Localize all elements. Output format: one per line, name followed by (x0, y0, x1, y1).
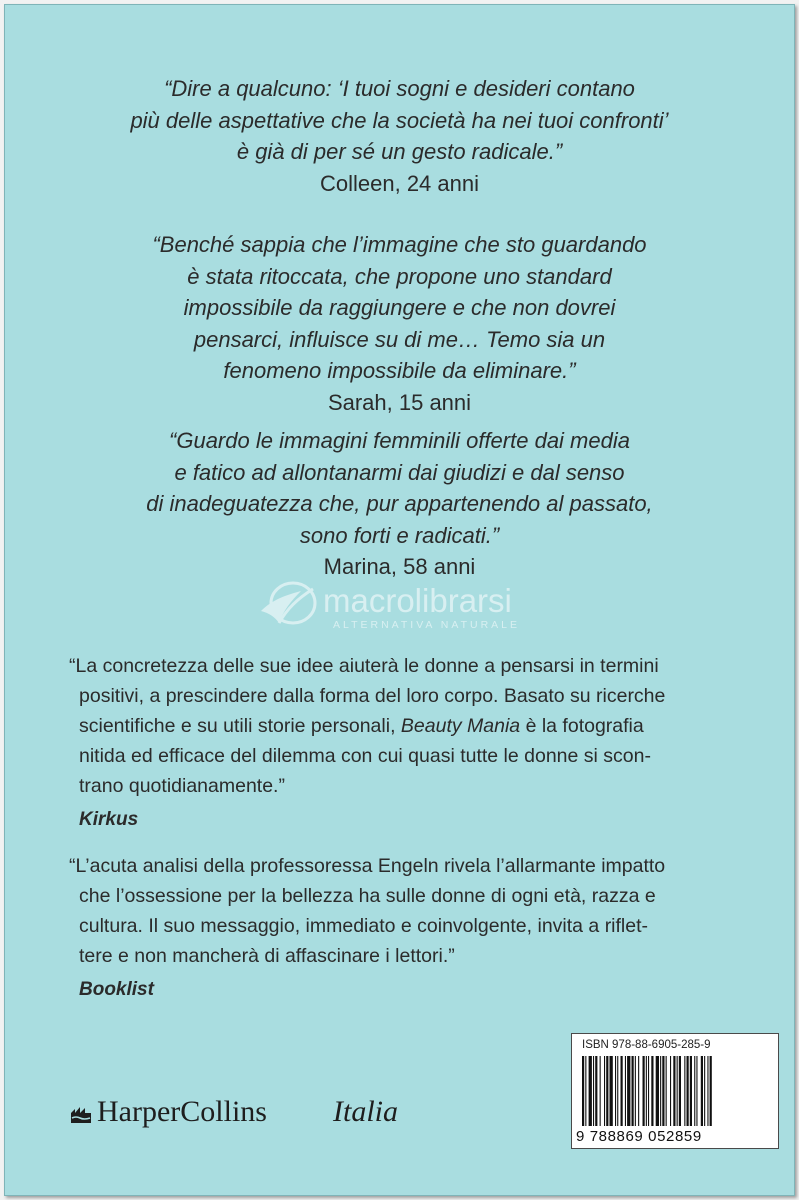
barcode-bar (696, 1056, 697, 1126)
barcode-bar (635, 1056, 636, 1126)
barcode-bar (684, 1056, 685, 1126)
barcode-bar (582, 1056, 584, 1126)
quote-line: di inadeguatezza che, pur appartenendo al passato, (146, 491, 653, 516)
barcode-bar (651, 1056, 653, 1126)
barcode-bar (694, 1056, 695, 1126)
reader-quote-colleen (5, 73, 794, 199)
review-line-part: è la fotografia (520, 715, 644, 737)
publisher-suffix: Italia (333, 1095, 398, 1128)
reader-quote-marina (5, 425, 794, 583)
review-text (69, 851, 739, 971)
fire-water-icon (69, 1103, 93, 1125)
barcode-bar (673, 1056, 675, 1126)
quote-text (5, 229, 794, 387)
review-line: nitida ed efficace del dilemma con cui quasi tutte le donne si scon- (79, 745, 651, 767)
barcode-bar (593, 1056, 594, 1126)
review-source: Booklist (79, 979, 154, 1000)
review-line: trano quotidianamente.” (79, 775, 285, 797)
quote-line: sono forti e radicati.” (299, 522, 500, 548)
barcode-bar (656, 1056, 659, 1126)
barcode-digits: 9 788869 052859 (576, 1128, 702, 1145)
watermark-tagline: ALTERNATIVA NATURALE (333, 619, 520, 631)
barcode-bar (648, 1056, 649, 1126)
barcode-bar (600, 1056, 601, 1126)
quote-author: Marina, 58 anni (323, 554, 476, 579)
quote-line: impossibile da raggiungere e che non dovrei (183, 295, 616, 320)
quote-author: Colleen, 24 anni (319, 170, 479, 196)
barcode-bar (677, 1056, 678, 1126)
isbn-label: ISBN 978-88-6905-285-9 (582, 1039, 711, 1051)
barcode-bar (670, 1056, 671, 1126)
barcode-bar (632, 1056, 634, 1126)
barcode-bar (621, 1056, 623, 1126)
barcode-bar (679, 1056, 681, 1126)
barcode-bar (704, 1056, 705, 1126)
barcode-bar (589, 1056, 592, 1126)
barcode-bar (660, 1056, 661, 1126)
barcode-bar (625, 1056, 626, 1126)
review-line: tere e non mancherà di affascinare i lettori.” (79, 945, 455, 967)
review-booklist (69, 851, 739, 1005)
barcode-bar (615, 1056, 616, 1126)
review-line: che l’ossessione per la bellezza ha sulle donne di ogni età, razza e (79, 885, 656, 907)
macrolibrarsi-watermark (257, 581, 557, 633)
book-back-cover (4, 4, 795, 1196)
leaf-logo-icon (257, 581, 319, 631)
barcode-bar (687, 1056, 689, 1126)
barcode-bar (710, 1056, 712, 1126)
publisher-name: HarperCollins (97, 1095, 267, 1128)
quote-line: è già di per sé un gesto radicale.” (236, 139, 563, 164)
barcode-bar (610, 1056, 613, 1126)
quote-text (5, 425, 794, 551)
barcode-bar (604, 1056, 605, 1126)
barcode-icon (580, 1056, 770, 1128)
quote-line: “Benché sappia che l’immagine che sto guardando (152, 232, 647, 257)
review-line: positivi, a prescindere dalla forma del loro corpo. Basato su ricerche (79, 685, 666, 707)
barcode-bar (701, 1056, 703, 1126)
review-line: cultura. Il suo messaggio, immediato e coinvolgente, invita a riflet- (79, 915, 649, 937)
barcode-bar (627, 1056, 630, 1126)
quote-line: “Guardo le immagini femminili offerte dai media (169, 428, 630, 453)
review-line: “L’acuta analisi della professoressa Engeln rivela l’allarmante impatto (69, 855, 666, 877)
barcode-bar (646, 1056, 647, 1126)
barcode-bar (662, 1056, 664, 1126)
review-source: Kirkus (79, 809, 139, 830)
barcode-bar (707, 1056, 708, 1126)
barcode-bar (606, 1056, 608, 1126)
barcode-bar (666, 1056, 667, 1126)
barcode-bar (585, 1056, 586, 1126)
quote-line: fenomeno impossibile da eliminare.” (223, 358, 576, 383)
review-kirkus (69, 651, 739, 835)
barcode-bar (690, 1056, 692, 1126)
reader-quote-sarah (5, 229, 794, 418)
quote-line: pensarci, influisce su di me… Temo sia un (193, 326, 606, 352)
quote-author: Sarah, 15 anni (327, 389, 472, 415)
book-title: Beauty Mania (400, 715, 521, 737)
review-line: “La concretezza delle sue idee aiuterà le donne a pensarsi in termini (69, 655, 659, 677)
review-line (69, 711, 739, 741)
watermark-name: macrolibrarsi (323, 582, 512, 619)
barcode-bar (643, 1056, 645, 1126)
review-text (69, 651, 739, 801)
barcode-bar (638, 1056, 639, 1126)
quote-text (5, 73, 794, 168)
quote-line: e fatico ad allontanarmi dai giudizi e dal senso (174, 459, 625, 485)
barcode-bar (595, 1056, 597, 1126)
isbn-barcode (571, 1033, 779, 1149)
review-line-part: scientifiche e su utili storie personali, (79, 715, 401, 737)
quote-line: più delle aspettative che la società ha nei tuoi confronti’ (130, 107, 669, 133)
barcode-bar (617, 1056, 618, 1126)
quote-line: è stata ritoccata, che propone uno standard (187, 263, 612, 289)
quote-line: “Dire a qualcuno: ‘I tuoi sogni e desideri contano (164, 76, 635, 101)
